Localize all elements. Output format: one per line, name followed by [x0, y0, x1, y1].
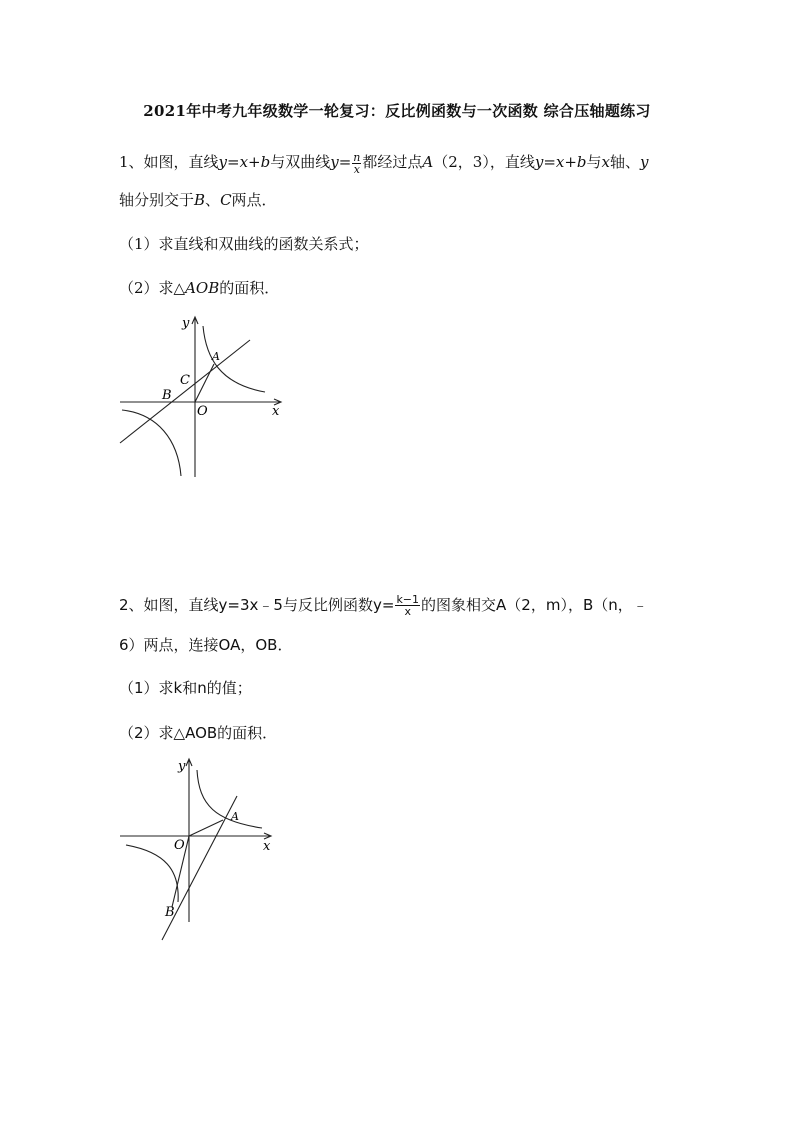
- q2-text: A（2，m），B（n，﹣: [496, 596, 648, 614]
- q1-point-c: C: [220, 191, 232, 209]
- page-title: 2021年中考九年级数学一轮复习：反比例函数与一次函数 综合压轴题练习: [143, 102, 651, 120]
- q1-segment-oa: [195, 364, 214, 402]
- q1-fraction-denominator: x: [353, 162, 360, 176]
- q2-text: 的图象相交: [421, 596, 497, 614]
- q2-hyperbola-branch-2: [126, 845, 178, 902]
- q2-subquestion-1: （1）求k和n的值；: [119, 679, 252, 697]
- q1-label-b: B: [162, 388, 172, 403]
- q1-label-a: A: [212, 350, 220, 363]
- q2-line-2: 6）两点，连接OA，OB．: [119, 636, 293, 654]
- q2-fraction-denominator: x: [404, 605, 411, 618]
- q1-subquestion-1: （1）求直线和双曲线的函数关系式；: [119, 235, 369, 253]
- q2-label-x: x: [263, 839, 271, 854]
- q1-text: 与双曲线: [270, 153, 331, 171]
- q1-line-2: [119, 189, 277, 210]
- q1-text: 的面积．: [219, 279, 280, 297]
- q1-point-a: A: [422, 153, 434, 171]
- q1-x-var: x: [601, 153, 611, 171]
- q1-line-equation: y=x+b: [534, 153, 587, 171]
- q1-figure: [110, 310, 290, 485]
- q1-straight-line: [120, 340, 250, 443]
- q1-text: 与: [586, 153, 602, 171]
- q1-y-var: y: [640, 153, 649, 171]
- q1-fraction-numerator: n: [353, 150, 361, 164]
- q1-hyperbola-branch-2: [122, 410, 181, 476]
- q2-label-o: O: [174, 838, 185, 853]
- q1-point-b: B: [194, 191, 206, 209]
- q2-fraction: [395, 594, 420, 617]
- q1-text: 1、如图，直线: [119, 153, 219, 171]
- q1-fraction: [352, 152, 361, 175]
- q2-fraction-numerator: k−1: [396, 593, 420, 606]
- q2-hyperbola-branch-1: [197, 770, 262, 828]
- q2-figure: [110, 752, 290, 947]
- q2-text: 2、如图，直线: [119, 596, 219, 614]
- q1-text: （2，3），直线: [433, 153, 535, 171]
- q1-text: 都经过点: [362, 153, 423, 171]
- q1-label-x: x: [272, 404, 280, 419]
- q1-text: （2）求△: [119, 279, 186, 297]
- q1-line-1: [119, 151, 649, 175]
- q1-label-y: y: [182, 316, 190, 331]
- q2-line-1: [119, 594, 648, 617]
- q1-label-o: O: [197, 404, 208, 419]
- q2-text: 与反比例函数: [282, 596, 373, 614]
- q1-text: 轴分别交于: [119, 191, 195, 209]
- q2-line-equation: y=3x﹣5: [218, 596, 283, 614]
- q1-line-equation: y=x+b: [218, 153, 271, 171]
- q1-text: 轴、: [610, 153, 641, 171]
- q1-hyperbola-y: y=: [330, 153, 352, 171]
- q1-label-c: C: [180, 373, 190, 388]
- q2-label-b: B: [165, 905, 175, 920]
- q1-text: 两点．: [231, 191, 277, 209]
- q2-function-y: y=: [372, 596, 395, 614]
- q2-label-a: A: [231, 810, 239, 823]
- q1-subquestion-2: [119, 277, 279, 298]
- q2-subquestion-2: （2）求△AOB的面积．: [119, 724, 278, 742]
- q1-triangle-name: AOB: [185, 279, 220, 297]
- q1-text: 、: [205, 191, 221, 209]
- q2-label-y: y: [178, 759, 186, 774]
